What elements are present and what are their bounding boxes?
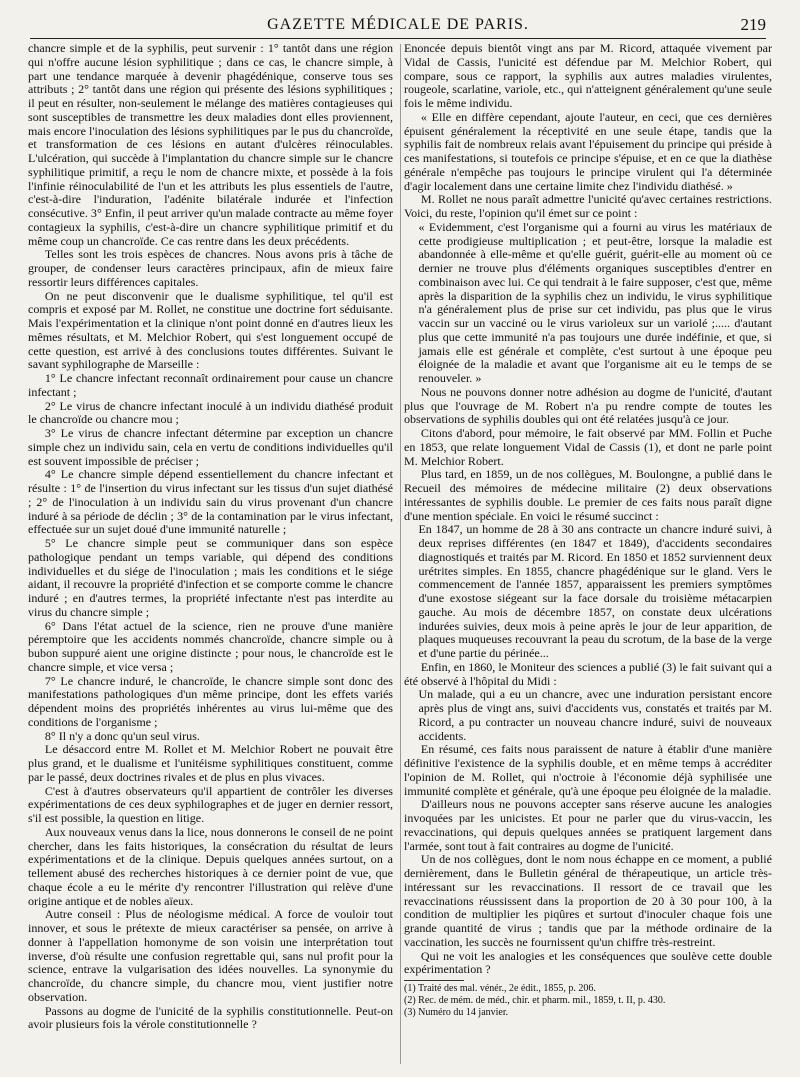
- paragraph: 5° Le chancre simple peut se communiquer dans son espèce pathologique pendant un temps variable, qui dépend des conditions individuelles et du siége de l'inoculation ; mais les conditions et le siége aidant, il recouvre la propriété d'infection et se comporte comme le chancre induré ; en d'autres termes, la propriété infectante n'est pas interdite au virus du chancre simple ;: [28, 536, 393, 619]
- paragraph: Autre conseil : Plus de néologisme médical. A force de vouloir tout innover, et sous le prétexte de mieux caractériser sa pensée, on arrive à donner à l'appellation homonyme de son voisin une interprétation tout inverse, d'où résulte une confusion regrettable qui, sans nul profit pour la science, entrave la vulgarisation des idées nouvelles. La synonymie du chancroïde, du chancre simple, du chancre mou, vient justifier notre observation.: [28, 907, 393, 1004]
- paragraph: On ne peut disconvenir que le dualisme syphilitique, tel qu'il est compris et exposé par M. Rollet, ne constitue une doctrine fort séduisante. Mais l'expérimentation et la clinique n'ont point donné en d'autres lieux les mêmes résultats, et M. Melchior Robert, qui s'est longuement occupé de cette question, est arrivé à des conclusions toutes différentes. Suivant le savant syphilographe de Marseille :: [28, 288, 393, 372]
- paragraph: 3° Le virus de chancre infectant détermine par exception un chancre simple chez un individu sain, cela en vertu de conditions individuelles qu'il est souvent impossible de préciser ;: [28, 426, 393, 468]
- paragraph: Le désaccord entre M. Rollet et M. Melchior Robert ne pouvait être plus grand, et le dualisme et l'unitéisme syphilitiques constituent, comme par le passé, deux doctrines rivales et de plus en plus vivaces.: [28, 742, 393, 784]
- paragraph: D'ailleurs nous ne pouvons accepter sans réserve aucune les analogies invoquées par les unicistes. Et pour ne parler que du virus-vaccin, les revaccinations, qui depuis quelques années se pratiquent largement dans l'armée, sont tout à fait contraires au dogme de l'unicité.: [404, 797, 772, 853]
- paragraph: Plus tard, en 1859, un de nos collègues, M. Boulongne, a publié dans le Recueil des mémoires de médecine militaire (2) deux observations intéressantes de syphilis double. Le premier de ces faits nous paraît digne d'une mention spéciale. En voici le résumé succinct :: [404, 467, 772, 523]
- paragraph: Enfin, en 1860, le Moniteur des sciences a publié (3) le fait suivant qui a été observé à l'hôpital du Midi :: [404, 659, 772, 688]
- paragraph: chancre simple et de la syphilis, peut survenir : 1° tantôt dans une région qui n'offre aucune lésion syphilitique ; dans ce cas, le chancre simple, à part une tendance marquée à devenir phagédénique, conserve tous ses attributs ; 2° tantôt dans une région qui présente des lésions syphilitiques ; il peut en résulter, non-seulement le mélange des matières contagieuses qui sont susceptibles de transmettre les deux maladies dont elles proviennent, mais encore l'inoculation des lésions syphilitiques par le pus du chancroïde, et transformation de ces lésions en autant d'ulcères réinoculables. L'ulcération, qui succède à l'implantation du chancre simple sur le chancre syphilitique primitif, a reçu le nom de chancre mixte, et possède à la fois l'infinie réinoculabilité de l'un et les attributs les plus essentiels de l'autre, c'est-à-dire l'induration, l'adénite bilatérale indurée et l'infection consécutive. 3° Enfin, il peut arriver qu'un malade contracte au même foyer contagieux la syphilis, c'est-à-dire un chancre syphilitique primitif et du même coup un chancroïde. Ce cas rentre dans les deux précédents.: [28, 41, 393, 248]
- right-column: [404, 42, 772, 1019]
- paragraph: M. Rollet ne nous paraît admettre l'unicité qu'avec certaines restrictions. Voici, du reste, l'opinion qu'il émet sur ce point :: [404, 192, 772, 220]
- footnote-rule: [404, 980, 464, 981]
- paragraph: 4° Le chancre simple dépend essentiellement du chancre infectant et résulte : 1° de l'insertion du virus infectant sur les tissus d'un sujet diathésé ; 2° de l'inoculation à un individu sain du virus provenant d'un chancre induré à sa période de déclin ; 3° de la contamination par le virus infectant, effectuée sur un sujet doué d'une immunité naturelle ;: [28, 467, 393, 537]
- footnote: (3) Numéro du 14 janvier.: [404, 1007, 509, 1018]
- left-column: [28, 42, 393, 1032]
- paragraph: Nous ne pouvons donner notre adhésion au dogme de l'unicité, d'autant plus que l'ouvrage de M. Robert n'a pu rendre compte de toutes les observations de syphilis doubles qui ont été relatées jusqu'à ce jour.: [404, 384, 772, 427]
- paragraph: En 1847, un homme de 28 à 30 ans contracte un chancre induré suivi, à deux reprises différentes (en 1847 et 1849), d'accidents secondaires diagnostiqués et traités par M. Ricord. En 1850 et 1852 surviennent deux urétrites simples. En 1855, chancre phagédénique sur le gland. Vers le commencement de l'année 1857, apparaissent les premiers symptômes d'une exostose siégeant sur la face dorsale du troisième métacarpien gauche. Au mois de décembre 1857, on constate deux ulcérations indurées suivies, deux mois à peine après le jour de leur apparition, de plaques muqueuses recouvrant la peau du scrotum, de la base de la verge et d'une partie du périnée...: [418, 522, 772, 660]
- paragraph: C'est à d'autres observateurs qu'il appartient de contrôler les diverses expérimentations de ces deux syphilographes et de juger en dernier ressort, s'il est possible, la question en litige.: [28, 783, 393, 825]
- paragraph: 6° Dans l'état actuel de la science, rien ne prouve d'une manière péremptoire que les accidents nommés chancroïde, chancre simple ou à bubon suppuré aient une origine distincte ; pour nous, le chancroïde est le chancre simple, et vice versa ;: [28, 618, 393, 674]
- paragraph: En résumé, ces faits nous paraissent de nature à établir d'une manière définitive l'existence de la syphilis double, et en même temps à accréditer l'opinion de M. Rollet, qui n'octroie à l'économie déjà syphilisée une immunité complète et générale, qu'à une époque peu éloignée de la maladie.: [404, 742, 772, 798]
- paragraph: Un de nos collègues, dont le nom nous échappe en ce moment, a publié dernièrement, dans le Bulletin général de thérapeutique, un article très-intéressant sur les revaccinations. Il ressort de ce travail que les revaccinations réussissent dans la proportion de 20 à 30 pour 100, à la condition de multiplier les piqûres et surtout d'inoculer chaque fois une grande quantité de virus ; tandis que par la méthode ordinaire de la vaccination, les succès ne fournissent qu'un chiffre très-restreint.: [404, 852, 772, 949]
- footnote: (2) Rec. de mém. de méd., chir. et pharm. mil., 1859, t. II, p. 430.: [404, 995, 666, 1006]
- paragraph: Enoncée depuis bientôt vingt ans par M. Ricord, attaquée vivement par Vidal de Cassis, l'unicité est défendue par M. Melchior Robert, qui compare, sous ce rapport, la syphilis aux autres maladies virulentes, rougeole, scarlatine, variole, etc., qui n'atteignent généralement qu'une seule fois le même individu.: [404, 41, 772, 110]
- paragraph: Telles sont les trois espèces de chancres. Nous avons pris à tâche de grouper, de condenser leurs caractères principaux, afin de mieux faire ressortir leurs différences capitales.: [28, 247, 393, 289]
- paragraph: Aux nouveaux venus dans la lice, nous donnerons le conseil de ne point chercher, dans les faits historiques, la consécration du résultat de leurs expérimentations et de la clinique. Depuis quelques années surtout, on a tellement abusé des recherches historiques à ce dernier point de vue, que chaque école a eu le mérite d'y rencontrer l'illustration qui relève d'une origine antique et de nobles aïeux.: [28, 824, 393, 908]
- paragraph: « Elle en diffère cependant, ajoute l'auteur, en ceci, que ces dernières épuisent généralement la réceptivité en une seule étape, tandis que la syphilis fait de nombreux relais avant l'épuisement du principe qui préside à ces manifestations, si toutefois ce principe s'épuise, et en ce que la diathèse générale n'empêche pas toujours le principe virulent qui l'a déterminée d'agir localement dans une certaine limite chez l'individu diathésé. »: [404, 109, 772, 193]
- paragraph: Passons au dogme de l'unicité de la syphilis constitutionnelle. Peut-on avoir plusieurs fois la vérole constitutionnelle ?: [28, 1003, 393, 1032]
- paragraph: Qui ne voit les analogies et les conséquences que soulève cette double expérimentation ?: [404, 948, 772, 977]
- footnotes: [404, 983, 772, 1019]
- paragraph: Un malade, qui a eu un chancre, avec une induration persistant encore après plus de vingt ans, suivi d'accidents vus, constatés et traités par M. Ricord, a pu contracter un nouveau chancre induré, suivi de nouveaux accidents.: [418, 687, 772, 743]
- paragraph: « Evidemment, c'est l'organisme qui a fourni au virus les matériaux de cette prodigieuse multiplication ; et peut-être, lorsque la maladie est abandonnée à elle-même et qu'elle guérit, guérit-elle au moment où ce dernier ne trouve plus d'éléments organiques susceptibles d'entrer en combinaison avec lui. Ce qui tendrait à le faire supposer, c'est que, même après la disparition de la syphilis chez un individu, le virus syphilitique n'a généralement plus de prise sur cet individu, pas plus que le virus vaccin sur un vacciné ou le virus variolеux sur un variolé ;..... d'autant plus que cette immunité n'a pas toujours une durée indéfinie, et que, si jamais elle est générale et complète, c'est surtout à une époque peu éloignée de la maladie et avant que l'organisme ait eu le temps de se renouveler. »: [418, 219, 772, 385]
- paragraph: 7° Le chancre induré, le chancroïde, le chancre simple sont donc des manifestations pathologiques d'un même principe, dont les effets variés dépendent moins des propriétés inhérentes au virus lui-même que des conditions de l'organisme ;: [28, 673, 393, 729]
- journal-title: GAZETTE MÉDICALE DE PARIS.: [267, 16, 529, 33]
- column-divider: [400, 44, 401, 1064]
- footnote: (1) Traité des mal. vénér., 2e édit., 1855, p. 206.: [404, 983, 596, 994]
- running-header: [30, 12, 766, 39]
- paragraph: 8° Il n'y a donc qu'un seul virus.: [44, 728, 200, 743]
- paragraph: 2° Le virus de chancre infectant inoculé à un individu diathésé produit le chancroïde ou chancre mou ;: [28, 398, 393, 427]
- page-number: 219: [740, 15, 766, 34]
- paragraph: Citons d'abord, pour mémoire, le fait observé par MM. Follin et Puche en 1853, que relate longuement Vidal de Cassis (1), et dont ne parle point M. Melchior Robert.: [404, 426, 772, 468]
- right-column-body: [404, 42, 772, 977]
- paragraph: 1° Le chancre infectant reconnaît ordinairement pour cause un chancre infectant ;: [28, 371, 393, 399]
